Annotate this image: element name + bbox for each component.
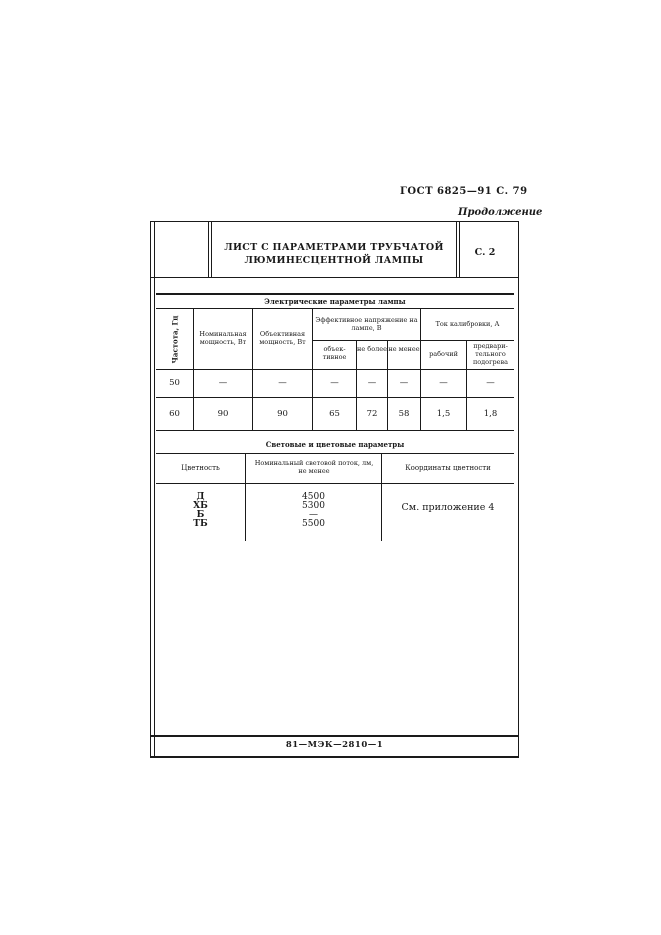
flux-item: 5500 — [302, 519, 325, 529]
color-list — [156, 493, 245, 529]
title-divider-left-2 — [211, 221, 212, 278]
sheet-title-line2: ЛЮМИНЕСЦЕНТНОЙ ЛАМПЫ — [244, 255, 424, 266]
frequency-header: Частота, Гц — [170, 315, 180, 363]
footer-bottom-line — [150, 756, 519, 758]
row1-v-max: — — [367, 378, 377, 388]
flux-item: — — [309, 510, 318, 520]
nominal-power-header: Номинальная мощность, Вт — [199, 330, 247, 346]
calibration-current-header: Ток калибровки, А — [435, 320, 500, 328]
voltage-min-header: не менее — [388, 345, 420, 353]
effective-voltage-header: Эффективное напряжение на лампе, В — [315, 316, 418, 332]
standard-reference: ГОСТ 6825—91 С. 79 — [400, 186, 528, 197]
color-item: ТБ — [193, 519, 208, 529]
row-separator — [156, 397, 514, 398]
title-divider-left — [208, 221, 209, 278]
row2-objective-power: 90 — [277, 409, 288, 419]
header-bottom-line — [156, 369, 514, 370]
frame-left-double-line — [154, 221, 155, 757]
row1-i-preheat: — — [486, 378, 495, 388]
frequency-header-cell — [156, 310, 193, 368]
title-bottom-line — [150, 277, 519, 278]
row2-nominal-power: 90 — [217, 409, 229, 419]
row2-frequency: 60 — [169, 409, 180, 419]
row1-i-work: — — [439, 378, 448, 388]
electrical-title-line — [156, 308, 514, 309]
current-preheat-header: предвари-тельного подогрева — [472, 342, 509, 366]
row2-v-max: 72 — [366, 409, 378, 419]
row1-nominal-power: — — [218, 378, 228, 388]
sheet-title-line1: ЛИСТ С ПАРАМЕТРАМИ ТРУБЧАТОЙ — [224, 242, 444, 253]
row2-v-min: 58 — [398, 409, 410, 419]
row2-i-work: 1,5 — [436, 409, 451, 419]
row1-objective-power: — — [278, 378, 287, 388]
continuation-label: Продолжение — [458, 207, 543, 218]
flux-list — [246, 493, 381, 529]
color-header: Цветность — [181, 464, 220, 472]
color-item: Б — [196, 510, 205, 520]
electrical-section-title: Электрические параметры лампы — [264, 297, 406, 306]
coords-header: Координаты цветности — [405, 464, 491, 472]
voltage-objective-header: объек-тивное — [322, 345, 347, 361]
light-section-title: Световые и цветовые параметры — [265, 440, 405, 449]
flux-item: 4500 — [302, 492, 325, 502]
flux-header: Номинальный световой поток, лм, не менее — [254, 459, 374, 475]
subheader-line — [312, 340, 514, 341]
current-working-header: рабочий — [429, 350, 458, 358]
sheet-title — [214, 241, 454, 267]
electrical-top-line — [156, 293, 514, 295]
title-divider-right — [456, 221, 457, 278]
electrical-bottom-line — [156, 430, 514, 431]
sheet-page-label: С. 2 — [474, 247, 496, 258]
coords-value: См. приложение 4 — [401, 502, 495, 513]
row1-v-min: — — [399, 378, 409, 388]
light-title-line — [156, 453, 514, 454]
row1-frequency: 50 — [169, 378, 180, 388]
footer-code: 81—МЭК—2810—1 — [285, 740, 384, 750]
row1-v-obj: — — [330, 378, 339, 388]
flux-item: 5300 — [302, 501, 325, 511]
objective-power-header: Объективная мощность, Вт — [259, 330, 306, 346]
voltage-max-header: не более — [357, 345, 387, 353]
color-item: ХБ — [193, 501, 208, 511]
footer-top-line — [150, 735, 519, 737]
color-item: Д — [196, 492, 205, 502]
row2-v-obj: 65 — [329, 409, 340, 419]
light-header-bottom-line — [156, 483, 514, 484]
row2-i-preheat: 1,8 — [483, 409, 498, 419]
